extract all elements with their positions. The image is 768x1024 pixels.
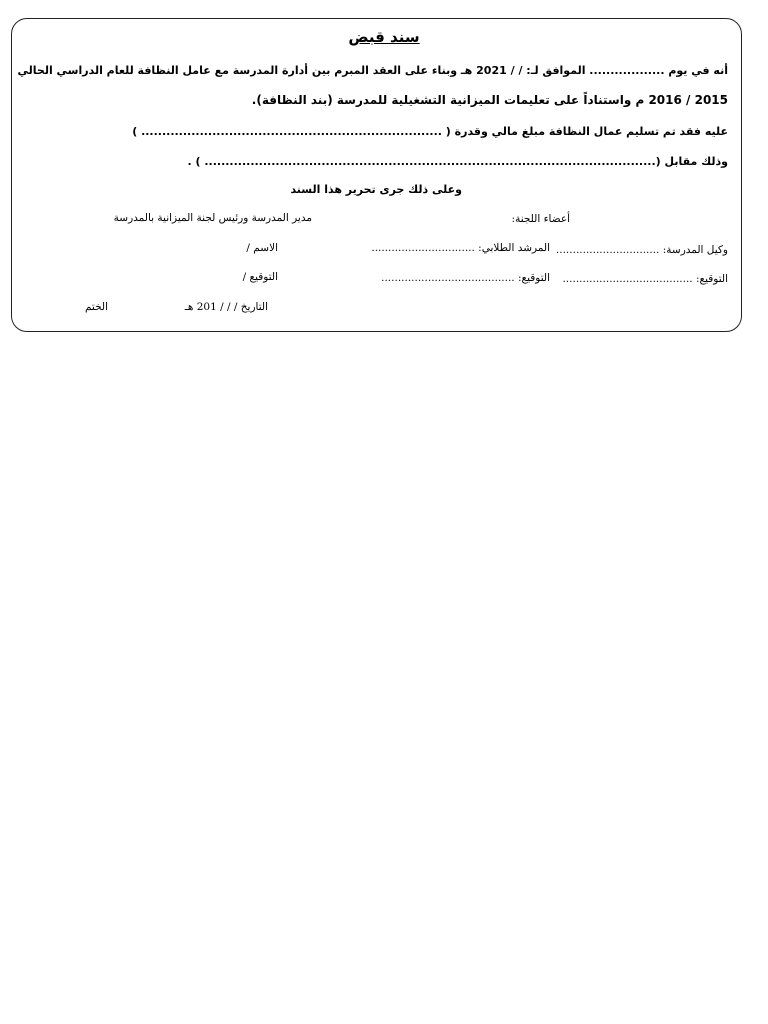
line-1: أنه في يوم .................. الموافق لـ: / / 2021 هـ وبناء على العقد المبرم بين أدارة المدرسة مع عامل النظافة للعام الدراسي الحالي	[17, 64, 728, 77]
line-2: 2015 / 2016 م واستناداً على تعليمات الميزانية التشغيلية للمدرسة (بند النظافة).	[251, 93, 728, 107]
line-3: عليه فقد تم تسليم عمال النظافة مبلغ مالي وقدرة ( ........................................................................ )	[132, 125, 728, 138]
deputy-sign-field: التوقيع: .......................................	[562, 273, 728, 285]
counselor-sign-field: التوقيع: ........................................	[381, 272, 550, 284]
date-field: التاريخ / / / 201 هـ	[184, 301, 268, 313]
deputy-field: وكيل المدرسة: ...............................	[555, 244, 728, 256]
stamp-field: الختم	[84, 301, 108, 313]
committee-members-label: أعضاء اللجنة:	[511, 213, 570, 225]
committee-chair-label: مدير المدرسة ورئيس لجنة الميزانية بالمدرسة	[113, 212, 312, 224]
name-field: الاسم /	[246, 242, 278, 254]
line-4: وذلك مقابل (............................................................................................................ ) .	[187, 155, 728, 168]
sign-field: التوقيع /	[242, 271, 278, 283]
line-5: وعلى ذلك جرى تحرير هذا السند	[290, 183, 462, 196]
counselor-field: المرشد الطلابي: ...............................	[371, 242, 550, 254]
document-title: سند قبض	[348, 28, 420, 46]
